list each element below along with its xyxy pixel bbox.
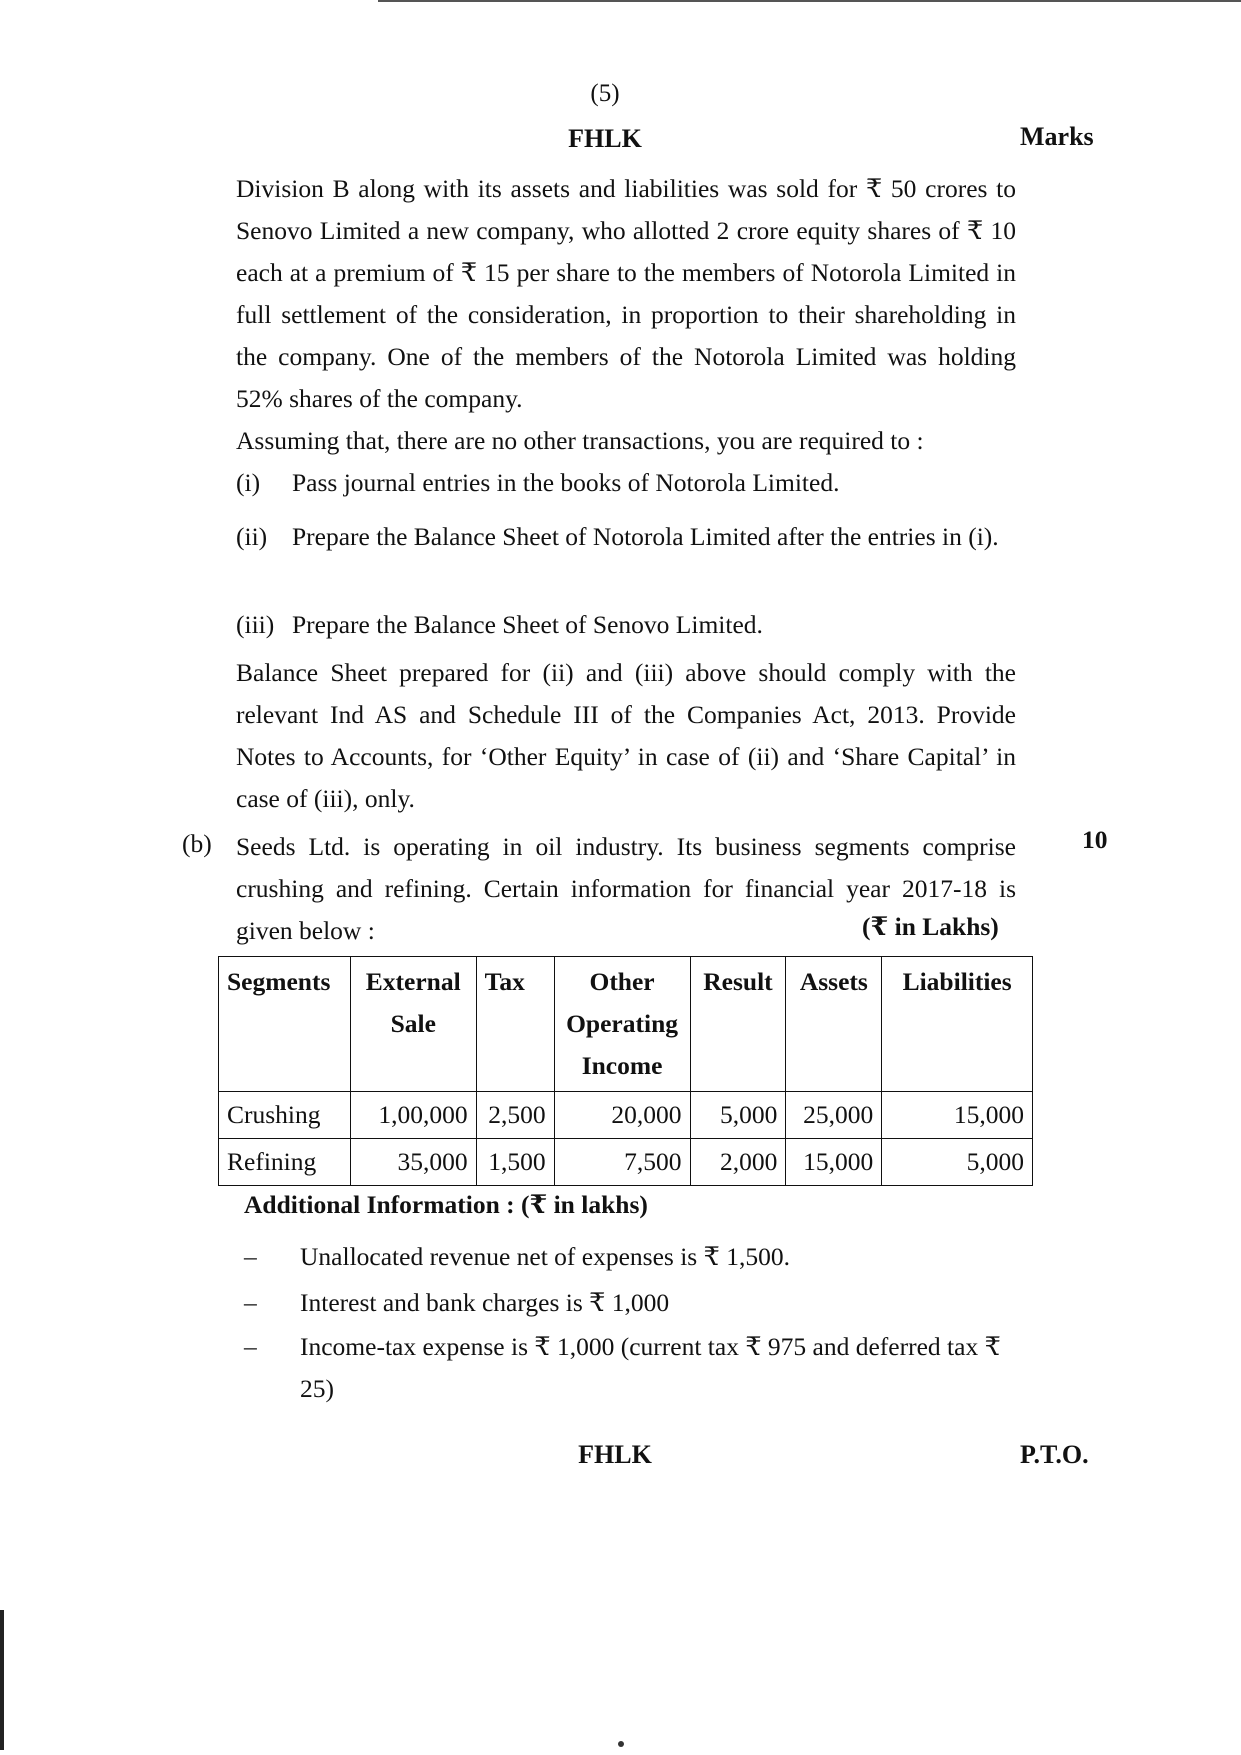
segment-table [218, 956, 1033, 1186]
task-text: Pass journal entries in the books of Notorola Limited. [292, 468, 840, 497]
assumption-line: Assuming that, there are no other transactions, you are required to : [236, 426, 924, 455]
cell-external-sale: 1,00,000 [350, 1092, 476, 1139]
division-b-paragraph: Division B along with its assets and liabilities was sold for ₹ 50 crores to Senovo Limited a new company, who allotted 2 crore equity shares of ₹ 10 each at a premium of ₹ 15 per share to the members of Notorola Limited in full settlement of the consideration, in proportion to their shareholding in the company. One of the members of the Notorola Limited was holding 52% shares of the company. [236, 174, 1016, 413]
pto-label: P.T.O. [1020, 1440, 1089, 1469]
header-result: Result [690, 957, 786, 1092]
dash-bullet: – [244, 1288, 257, 1317]
cell-tax: 1,500 [476, 1139, 554, 1186]
left-margin-line [0, 1610, 4, 1750]
cell-other-income: 7,500 [554, 1139, 690, 1186]
cell-assets: 15,000 [786, 1139, 882, 1186]
marks-column-label: Marks [1020, 122, 1094, 151]
dash-bullet: – [244, 1242, 257, 1271]
table-header-row [219, 957, 1033, 1092]
header-assets: Assets [786, 957, 882, 1092]
header-tax: Tax [476, 957, 554, 1092]
paper-code-footer: FHLK [578, 1440, 652, 1469]
list-item-text: Interest and bank charges is ₹ 1,000 [300, 1288, 670, 1317]
cell-segment: Refining [219, 1139, 351, 1186]
page-number: (5) [590, 80, 620, 107]
list-item-text: Unallocated revenue net of expenses is ₹ 1,500. [300, 1242, 790, 1271]
header-other-operating-income: Other Operating Income [554, 957, 690, 1092]
task-number: (i) [236, 468, 261, 497]
header-external-sale: External Sale [350, 957, 476, 1092]
task-number: (ii) [236, 522, 268, 551]
cell-other-income: 20,000 [554, 1092, 690, 1139]
cell-liabilities: 5,000 [882, 1139, 1033, 1186]
cell-result: 2,000 [690, 1139, 786, 1186]
cell-assets: 25,000 [786, 1092, 882, 1139]
cell-segment: Crushing [219, 1092, 351, 1139]
compliance-paragraph: Balance Sheet prepared for (ii) and (iii) above should comply with the relevant Ind AS and Schedule III of the Companies Act, 2013. Provide Notes to Accounts, for ‘Other Equity’ in case of (ii) and ‘Share Capital’ in case of (iii), only. [236, 658, 1016, 813]
list-item-text: Income-tax expense is ₹ 1,000 (current tax ₹ 975 and deferred tax ₹ 25) [300, 1332, 1001, 1403]
seeds-intro-paragraph: Seeds Ltd. is operating in oil industry. Its business segments comprise crushing and refining. Certain information for financial year 2017-18 is given below : [236, 832, 1016, 945]
additional-info-title: Additional Information : (₹ in lakhs) [244, 1190, 648, 1219]
task-text: Prepare the Balance Sheet of Senovo Limited. [292, 610, 763, 639]
table-row [219, 1139, 1033, 1186]
question-b-marks: 10 [1082, 825, 1108, 854]
task-text: Prepare the Balance Sheet of Notorola Limited after the entries in (i). [292, 522, 999, 551]
page-bottom-dot [618, 1741, 624, 1747]
dash-bullet: – [244, 1332, 257, 1361]
paper-code-header: FHLK [568, 124, 642, 153]
header-liabilities: Liabilities [882, 957, 1033, 1092]
cell-result: 5,000 [690, 1092, 786, 1139]
cell-tax: 2,500 [476, 1092, 554, 1139]
unit-note: (₹ in Lakhs) [862, 912, 999, 941]
table-row [219, 1092, 1033, 1139]
header-segments: Segments [219, 957, 351, 1092]
top-border-line [378, 0, 1241, 2]
question-b-label: (b) [182, 829, 212, 858]
cell-liabilities: 15,000 [882, 1092, 1033, 1139]
cell-external-sale: 35,000 [350, 1139, 476, 1186]
task-number: (iii) [236, 610, 275, 639]
